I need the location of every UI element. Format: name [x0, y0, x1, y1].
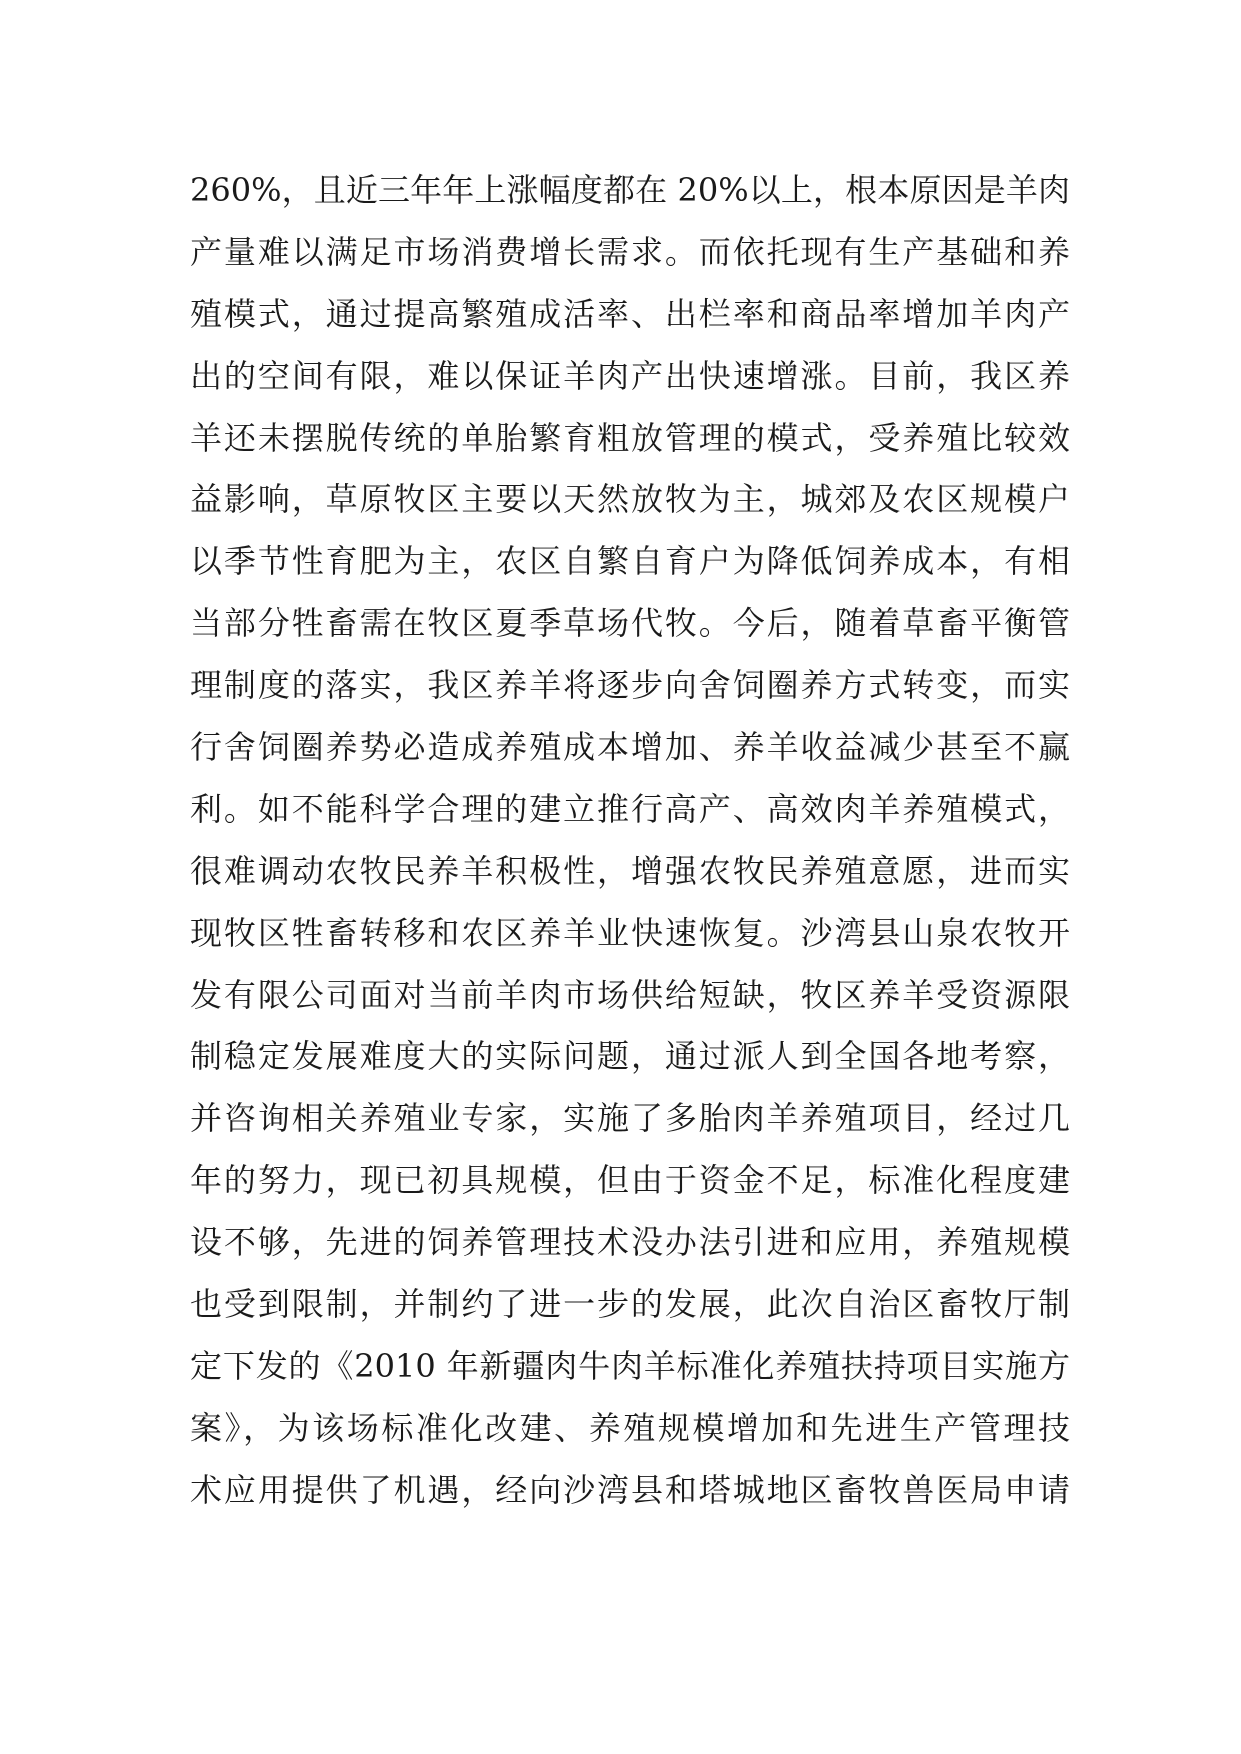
text-line: 利。如不能科学合理的建立推行高产、高效肉羊养殖模式，	[190, 789, 1070, 828]
text-line: 发有限公司面对当前羊肉市场供给短缺，牧区养羊受资源限	[190, 975, 1070, 1014]
text-line: 术应用提供了机遇，经向沙湾县和塔城地区畜牧兽医局申请	[190, 1470, 1070, 1509]
text-line: 现牧区牲畜转移和农区养羊业快速恢复。沙湾县山泉农牧开	[190, 913, 1070, 952]
text-line: 益影响，草原牧区主要以天然放牧为主，城郊及农区规模户	[190, 480, 1070, 519]
text-line: 也受到限制，并制约了进一步的发展，此次自治区畜牧厅制	[190, 1285, 1070, 1324]
text-line: 260%，且近三年年上涨幅度都在 20%以上，根本原因是羊肉	[190, 171, 1070, 209]
text-line: 产量难以满足市场消费增长需求。而依托现有生产基础和养	[190, 232, 1070, 271]
text-line: 出的空间有限，难以保证羊肉产出快速增涨。目前，我区养	[190, 356, 1070, 395]
text-line: 以季节性育肥为主，农区自繁自育户为降低饲养成本，有相	[190, 542, 1070, 581]
body-paragraph	[190, 160, 1070, 1522]
text-line: 很难调动农牧民养羊积极性，增强农牧民养殖意愿，进而实	[190, 851, 1070, 890]
text-line: 并咨询相关养殖业专家，实施了多胎肉羊养殖项目，经过几	[190, 1099, 1070, 1138]
text-line: 年的努力，现已初具规模，但由于资金不足，标准化程度建	[190, 1161, 1070, 1200]
text-line: 案》，为该场标准化改建、养殖规模增加和先进生产管理技	[190, 1408, 1070, 1447]
text-line: 设不够，先进的饲养管理技术没办法引进和应用，养殖规模	[190, 1223, 1070, 1262]
text-line: 殖模式，通过提高繁殖成活率、出栏率和商品率增加羊肉产	[190, 294, 1070, 333]
text-line: 行舍饲圈养势必造成养殖成本增加、养羊收益减少甚至不赢	[190, 728, 1070, 767]
text-line: 理制度的落实，我区养羊将逐步向舍饲圈养方式转变，而实	[190, 666, 1070, 705]
text-line: 定下发的《2010 年新疆肉牛肉羊标准化养殖扶持项目实施方	[190, 1346, 1070, 1385]
text-line: 当部分牲畜需在牧区夏季草场代牧。今后，随着草畜平衡管	[190, 604, 1070, 643]
text-line: 制稳定发展难度大的实际问题，通过派人到全国各地考察，	[190, 1037, 1070, 1076]
text-line: 羊还未摆脱传统的单胎繁育粗放管理的模式，受养殖比较效	[190, 418, 1070, 457]
